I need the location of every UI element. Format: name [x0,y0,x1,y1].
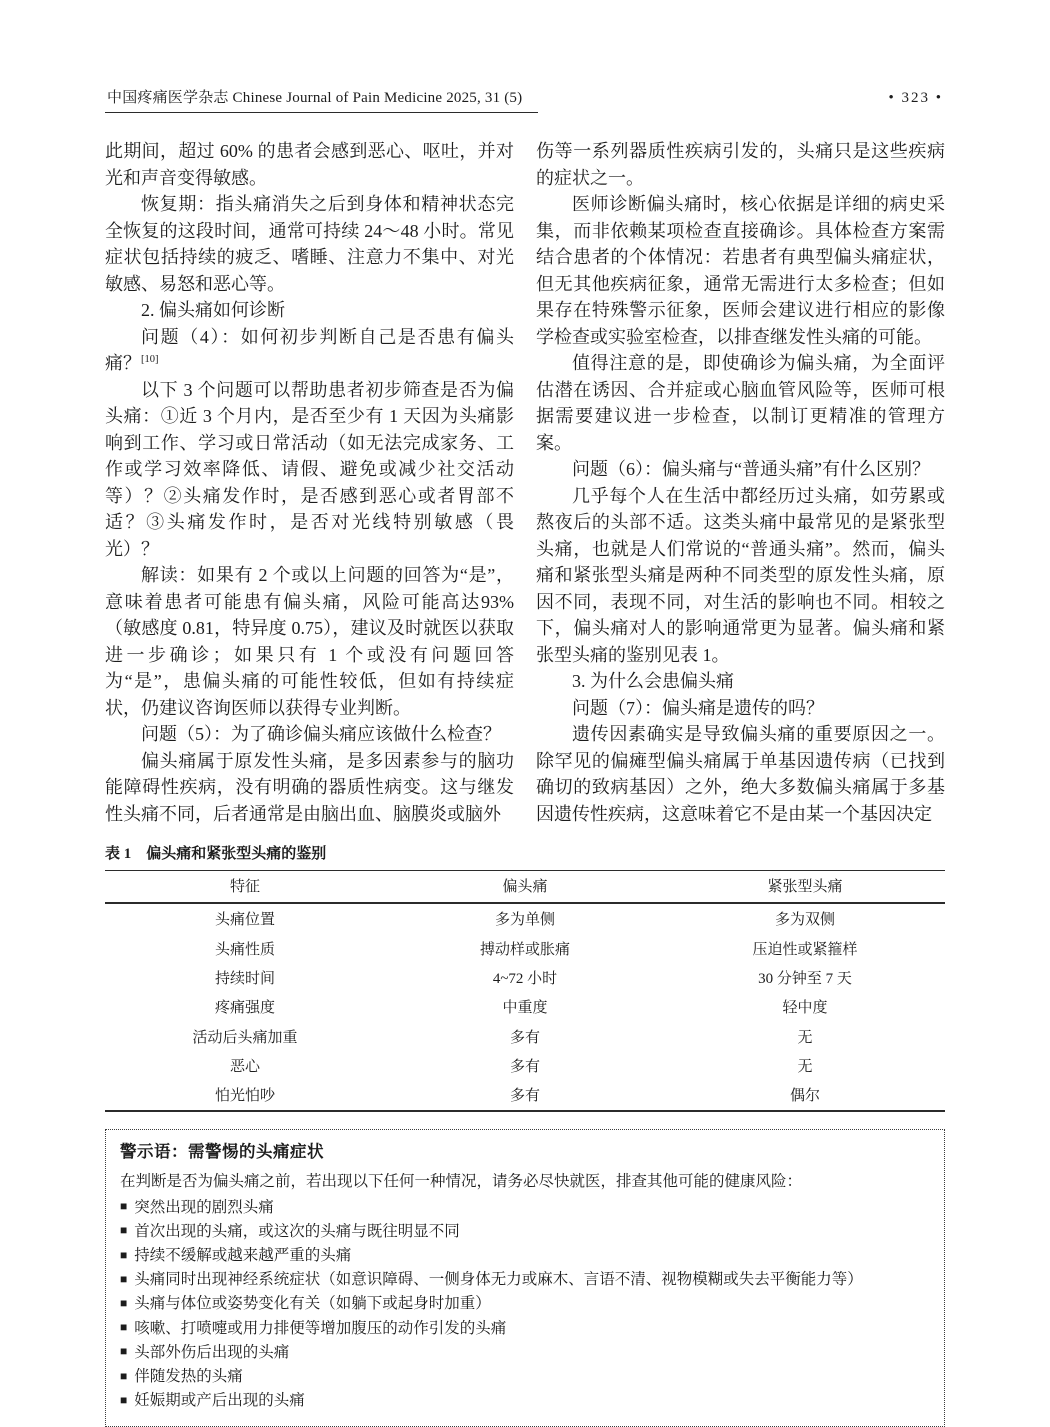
warning-item-text: 咳嗽、打喷嚏或用力排便等增加腹压的动作引发的头痛 [134,1319,507,1337]
warning-item-text: 伴随发热的头痛 [134,1368,243,1386]
cell-tension: 无 [797,1029,813,1046]
cell-migraine: 多有 [509,1059,540,1076]
bullet-square-icon: ■ [120,1295,128,1310]
warning-item [120,1196,928,1220]
paragraph: 遗传因素确实是导致偏头痛的重要原因之一。除罕见的偏瘫型偏头痛属于单基因遗传病（已找到确切的致病基因）之外，绝大多数偏头痛属于多基因遗传性疾病，这意味着它不是由某一个基因决定 [536,724,945,824]
warning-item-text: 头痛与体位或姿势变化有关（如躺下或起身时加重） [134,1295,491,1313]
warning-item [120,1244,928,1268]
bullet-square-icon: ■ [120,1392,128,1407]
page-number: • 323 • [888,90,943,106]
table-row [105,1022,945,1051]
question-paragraph: 问题（6）：偏头痛与“普通头痛”有什么区别？ [572,459,930,479]
table-row [105,963,945,992]
paragraph: 恢复期：指头痛消失之后到身体和精神状态完全恢复的这段时间，通常可持续 24～48 小时。常见症状包括持续的疲乏、嗜睡、注意力不集中、对光敏感、易怒和恶心等。 [105,194,514,294]
journal-title: 中国疼痛医学杂志 Chinese Journal of Pain Medicine 2025, 31 (5) [105,86,538,113]
cell-tension: 轻中度 [782,1000,828,1017]
table-caption-title: 偏头痛和紧张型头痛的鉴别 [146,846,327,862]
cell-feature: 头痛性质 [214,941,275,958]
question-paragraph: 问题（7）：偏头痛是遗传的吗？ [572,697,824,718]
paragraph: 值得注意的是，即使确诊为偏头痛，为全面评估潜在诱因、合并症或心脑血管风险等，医师可根据需要建议进一步检查，以制订更精准的管理方案。 [536,353,945,453]
question-paragraph [105,324,514,377]
page-header [105,86,945,113]
cell-migraine: 搏动样或胀痛 [479,941,570,958]
table-caption [105,842,945,863]
warning-list [120,1196,928,1414]
warning-item [120,1365,928,1389]
column-header-tension: 紧张型头痛 [665,871,945,904]
table-row [105,992,945,1021]
cell-tension: 无 [797,1059,813,1076]
comparison-table [105,870,945,1112]
cell-feature: 持续时间 [214,970,275,987]
cell-feature: 怕光怕吵 [214,1088,275,1105]
warning-item-text: 突然出现的剧烈头痛 [134,1198,274,1216]
question-paragraph: 问题（5）：为了确诊偏头痛应该做什么检查？ [141,724,501,744]
cell-migraine: 多为单侧 [494,912,555,929]
table-caption-label: 表 1 [105,846,132,862]
warning-item [120,1292,928,1316]
cell-migraine: 多有 [509,1029,540,1046]
bullet-square-icon: ■ [120,1368,128,1383]
paragraph: 以下 3 个问题可以帮助患者初步筛查是否为偏头痛：①近 3 个月内，是否至少有 1 天因为头痛影响到工作、学习或日常活动（如无法完成家务、工作或学习效率降低、请假、避免或减少社交活动等）？②头痛发作时，是否感到恶心或者胃部不适？③头痛发作时，是否对光线特别敏感（畏光）？ [105,379,514,559]
cell-tension: 压迫性或紧箍样 [752,941,858,958]
paragraph: 偏头痛属于原发性头痛，是多因素参与的脑功能障碍性疾病，没有明确的器质性病变。这与继发性头痛不同，后者通常是由脑出血、脑膜炎或脑外 [105,750,514,824]
table-row [105,1080,945,1110]
article-body [105,138,945,827]
cell-tension: 偶尔 [789,1088,820,1105]
cell-tension: 多为双侧 [774,912,835,929]
paragraph: 解读：如果有 2 个或以上问题的回答为“是”，意味着患者可能患有偏头痛，风险可能高达93%（敏感度 0.81，特异度 0.75），建议及时就医以获取进一步确诊；如果只有 1 个或没有问题回答为“是”，患偏头痛的可能性较低，但如有持续症状，仍建议咨询医师以获得专业判断。 [105,565,514,718]
warning-item [120,1389,928,1413]
bullet-square-icon: ■ [120,1271,128,1286]
warning-item-text: 头痛同时出现神经系统症状（如意识障碍、一侧身体无力或麻木、言语不清、视物模糊或失去平衡能力等） [134,1271,863,1289]
paragraph: 此期间，超过 60% 的患者会感到恶心、呕吐，并对光和声音变得敏感。 [105,141,514,188]
table-row [105,903,945,933]
warning-item [120,1220,928,1244]
warning-item-text: 头部外伤后出现的头痛 [134,1343,290,1361]
table-row [105,1051,945,1080]
table-header-row [105,871,945,904]
reference-marker: [10] [141,354,159,365]
warning-item [120,1268,928,1292]
cell-feature: 恶心 [229,1059,260,1076]
warning-item-text: 首次出现的头痛，或这次的头痛与既往明显不同 [134,1222,460,1240]
table-row [105,933,945,962]
bullet-square-icon: ■ [120,1320,128,1335]
warning-item-text: 妊娠期或产后出现的头痛 [134,1392,305,1410]
paragraph: 伤等一系列器质性疾病引发的，头痛只是这些疾病的症状之一。 [536,141,945,188]
table-body [105,903,945,1111]
column-header-feature: 特征 [105,871,385,904]
paragraph: 医师诊断偏头痛时，核心依据是详细的病史采集，而非依赖某项检查直接确诊。具体检查方案需结合患者的个体情况：若患者有典型偏头痛症状，但无其他疾病征象，通常无需进行太多检查；但如果存在特殊警示征象，医师会建议进行相应的影像学检查或实验室检查，以排查继发性头痛的可能。 [536,194,945,347]
bullet-square-icon: ■ [120,1223,128,1238]
cell-migraine: 多有 [509,1088,540,1105]
warning-title: 警示语：需警惕的头痛症状 [120,1142,324,1161]
warning-item-text: 持续不缓解或越来越严重的头痛 [134,1247,352,1265]
warning-box [105,1129,945,1427]
bullet-square-icon: ■ [120,1247,128,1262]
bullet-square-icon: ■ [120,1199,128,1214]
section-heading: 3. 为什么会患偏头痛 [572,671,734,691]
column-right [536,138,945,827]
cell-feature: 疼痛强度 [214,1000,275,1017]
warning-intro: 在判断是否为偏头痛之前，若出现以下任何一种情况，请务必尽快就医，排查其他可能的健康风险： [120,1172,803,1190]
question-text: 问题（4）：如何初步判断自己是否患有偏头痛？ [105,326,514,373]
column-left [105,138,514,827]
paragraph: 几乎每个人在生活中都经历过头痛，如劳累或熬夜后的头部不适。这类头痛中最常见的是紧张型头痛，也就是人们常说的“普通头痛”。然而，偏头痛和紧张型头痛是两种不同类型的原发性头痛，原因不同，表现不同，对生活的影响也不同。相较之下，偏头痛对人的影响通常更为显著。偏头痛和紧张型头痛的鉴别见表 1。 [536,485,945,665]
column-header-migraine: 偏头痛 [385,871,665,904]
cell-tension: 30 分钟至 7 天 [758,970,852,987]
warning-item [120,1341,928,1365]
cell-migraine: 4~72 小时 [492,970,558,987]
bullet-square-icon: ■ [120,1344,128,1359]
cell-feature: 活动后头痛加重 [192,1029,298,1046]
cell-feature: 头痛位置 [214,912,275,929]
cell-migraine: 中重度 [502,1000,548,1017]
warning-item [120,1317,928,1341]
section-heading: 2. 偏头痛如何诊断 [141,300,285,320]
table-1-block [105,842,945,1112]
